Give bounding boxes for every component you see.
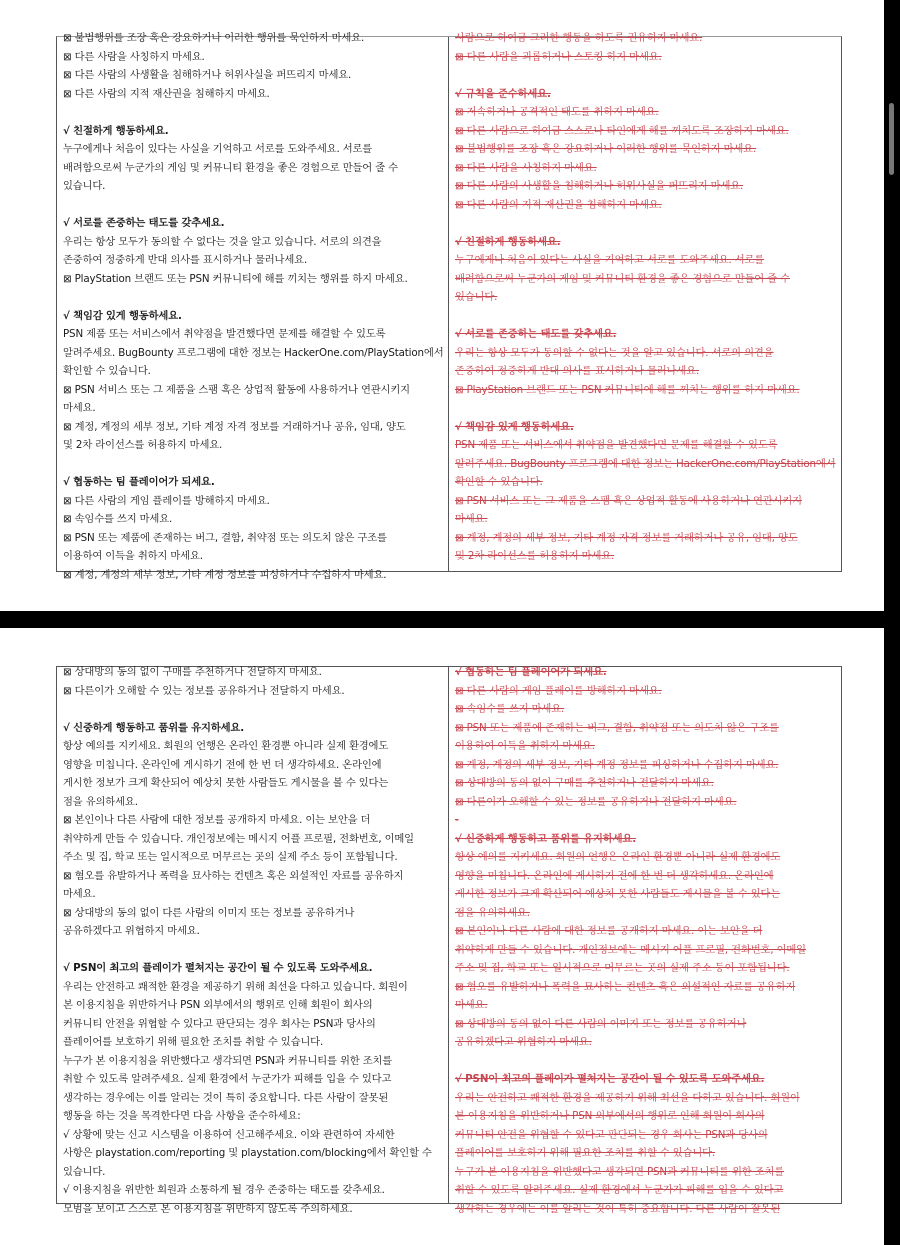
text-line: 있습니다. <box>63 180 106 192</box>
text-line <box>63 700 442 719</box>
section-heading: √ PSN이 최고의 플레이가 펼쳐지는 공간이 될 수 있도록 도와주세요. <box>63 962 373 974</box>
text-line: ⊠ 불법행위를 조장 혹은 강요하거나 이러한 행위를 묵인하지 마세요. <box>455 143 757 155</box>
text-line: ⊠ 계정, 계정의 세부 정보, 기타 계정 자격 정보를 거래하거나 공유, 임대, 양도 <box>455 531 798 544</box>
text-line: 및 2차 라이선스를 허용하지 마세요. <box>63 439 223 451</box>
text-line: ⊠ 계정, 계정의 세부 정보, 기타 계정 정보를 피싱하거나 수집하지 마세요. <box>455 758 779 771</box>
text-line <box>63 941 442 960</box>
text-line: 본 이용지침을 위반하거나 PSN 외부에서의 행위로 인해 회원이 회사의 <box>455 1110 765 1122</box>
section-heading: √ 서로를 존중하는 태도를 갖추세요. <box>455 328 617 340</box>
text-line: 본 이용지침을 위반하거나 PSN 외부에서의 행위로 인해 회원이 회사의 <box>63 999 373 1011</box>
text-line: ⊠ 혐오를 유발하거나 폭력을 묘사하는 컨텐츠 혹은 외설적인 자료를 공유하지 <box>455 980 796 993</box>
text-line: 및 2차 라이선스를 허용하지 마세요. <box>455 550 615 562</box>
text-line: 공유하겠다고 위협하지 마세요. <box>63 925 200 937</box>
text-line: 점을 유의하세요. <box>455 906 530 919</box>
text-line <box>455 307 835 326</box>
text-line: 영향을 미칩니다. 온라인에 게시하기 전에 한 번 더 생각하세요. 온라인에 <box>455 869 774 882</box>
text-line: 누구에게나 처음이 있다는 사실을 기억하고 서로를 도와주세요. 서로를 <box>455 254 765 266</box>
current-text-column <box>57 666 449 1215</box>
text-line: 마세요. <box>63 888 96 900</box>
text-line: 취할 수 있도록 알려주세요. 실제 환경에서 누군가가 피해를 입을 수 있다고 <box>63 1073 392 1085</box>
deleted-text-column <box>449 32 841 571</box>
text-line: ⊠ PSN 또는 제품에 존재하는 버그, 결함, 취약점 또는 의도치 않은 구조를 <box>455 721 779 734</box>
text-line: 공유하겠다고 위협하지 마세요. <box>455 1036 592 1048</box>
text-line: ⊠ PlayStation 브랜드 또는 PSN 커뮤니티에 해를 끼치는 행위를 하지 마세요. <box>455 383 800 396</box>
text-line: ⊠ PSN 서비스 또는 그 제품을 스팸 혹은 상업적 활동에 사용하거나 연관시키지 <box>63 383 410 396</box>
text-line: ⊠ 상대방의 동의 없이 다른 사람의 이미지 또는 정보를 공유하거나 <box>455 1017 747 1030</box>
text-line: ⊠ 다른이가 오해할 수 있는 정보를 공유하거나 전달하지 마세요. <box>63 684 345 697</box>
text-line <box>63 196 442 215</box>
text-line: 마세요. <box>63 402 96 414</box>
section-heading: √ 친절하게 행동하세요. <box>455 235 561 248</box>
text-line: ⊠ 다른 사람을 사칭하지 마세요. <box>455 161 597 174</box>
text-line <box>63 455 442 474</box>
text-line: 플레이어를 보호하기 위해 필요한 조치를 취할 수 있습니다. <box>455 1147 716 1159</box>
text-line: √ 이용지침을 위반한 회원과 소통하게 될 경우 존중하는 태도를 갖추세요. <box>63 1184 385 1196</box>
text-line: 알려주세요. BugBounty 프로그램에 대한 정보는 HackerOne.com/PlayStation에서 <box>455 457 836 470</box>
section-heading: √ 신중하게 행동하고 품위를 유지하세요. <box>455 832 636 845</box>
text-line <box>63 103 442 122</box>
text-line: 이용하여 이득을 취하지 마세요. <box>455 740 595 752</box>
section-heading: √ PSN이 최고의 플레이가 펼쳐지는 공간이 될 수 있도록 도와주세요. <box>455 1073 765 1085</box>
line-list <box>455 663 835 1218</box>
comparison-table <box>56 32 842 581</box>
text-line: 생각하는 경우에는 이를 알리는 것이 특히 중요합니다. 다른 사람이 잘못된 <box>63 1091 389 1104</box>
section-heading: √ 책임감 있게 행동하세요. <box>63 309 182 322</box>
section-heading: √ 협동하는 팀 플레이어가 되세요. <box>455 666 607 678</box>
text-line <box>455 214 835 233</box>
text-line: 누구에게나 처음이 있다는 사실을 기억하고 서로를 도와주세요. 서로를 <box>63 143 373 155</box>
text-line: 우리는 항상 모두가 동의할 수 없다는 것을 알고 있습니다. 서로의 의견을 <box>455 346 774 359</box>
text-line: 커뮤니티 안전을 위협할 수 있다고 판단되는 경우 회사는 PSN과 당사의 <box>455 1128 768 1141</box>
text-line: 행동을 하는 것을 목격한다면 다음 사항을 준수하세요: <box>63 1110 301 1122</box>
text-line: ⊠ 다른 사람을 괴롭히거나 스토킹 하지 마세요. <box>455 50 662 63</box>
text-line: 마세요. <box>455 513 488 525</box>
text-line: 배려함으로써 누군가의 게임 및 커뮤니티 환경을 좋은 경험으로 만들어 줄 수 <box>63 161 398 174</box>
text-line: 게시한 정보가 크게 확산되어 예상치 못한 사람들도 게시물을 볼 수 있다는 <box>63 777 389 789</box>
text-line <box>455 66 835 85</box>
text-line <box>455 399 835 418</box>
text-line: ⊠ 상대방의 동의 없이 구매를 추천하거나 전달하지 마세요. <box>455 777 714 789</box>
text-line: 취약하게 만들 수 있습니다. 개인정보에는 메시지 어플 프로필, 전화번호, 이메일 <box>455 943 806 956</box>
section-heading: √ 협동하는 팀 플레이어가 되세요. <box>63 476 215 488</box>
deleted-text-column <box>449 666 841 1215</box>
line-list <box>63 29 442 584</box>
text-line: 사항은 playstation.com/reporting 및 playstation.com/blocking에서 확인할 수 <box>63 1147 432 1159</box>
text-line: 모범을 보이고 스스로 본 이용지침을 위반하지 않도록 주의하세요. <box>63 1202 353 1215</box>
text-line: 배려함으로써 누군가의 게임 및 커뮤니티 환경을 좋은 경험으로 만들어 줄 수 <box>455 272 790 285</box>
text-line: ⊠ PlayStation 브랜드 또는 PSN 커뮤니티에 해를 끼치는 행위를 하지 마세요. <box>63 272 408 285</box>
text-line: ⊠ 저속하거나 공격적인 태도를 취하지 마세요. <box>455 106 659 118</box>
text-line: ⊠ 속임수를 쓰지 마세요. <box>63 513 173 525</box>
text-line: 이용하여 이득을 취하지 마세요. <box>63 550 203 562</box>
text-line: ⊠ 계정, 계정의 세부 정보, 기타 계정 자격 정보를 거래하거나 공유, 임대, 양도 <box>63 420 406 433</box>
document-page-2 <box>0 628 884 1245</box>
text-line: 플레이어를 보호하기 위해 필요한 조치를 취할 수 있습니다. <box>63 1036 324 1048</box>
text-line: 커뮤니티 안전을 위협할 수 있다고 판단되는 경우 회사는 PSN과 당사의 <box>63 1017 376 1030</box>
text-line: ⊠ 혐오를 유발하거나 폭력을 묘사하는 컨텐츠 혹은 외설적인 자료를 공유하지 <box>63 869 404 882</box>
section-heading: √ 규칙을 준수하세요. <box>455 87 551 100</box>
text-line: ⊠ 상대방의 동의 없이 다른 사람의 이미지 또는 정보를 공유하거나 <box>63 906 355 919</box>
text-line: 우리는 항상 모두가 동의할 수 없다는 것을 알고 있습니다. 서로의 의견을 <box>63 235 382 248</box>
section-heading: √ 서로를 존중하는 태도를 갖추세요. <box>63 217 225 229</box>
text-line: 존중하여 정중하게 반대 의사를 표시하거나 물러나세요. <box>455 365 700 377</box>
text-line: ⊠ 상대방의 동의 없이 구매를 추천하거나 전달하지 마세요. <box>63 666 322 678</box>
vertical-scrollbar[interactable] <box>884 0 900 1245</box>
text-line: ⊠ 본인이나 다른 사람에 대한 정보를 공개하지 마세요. 이는 보안을 더 <box>63 814 371 826</box>
comparison-table <box>56 666 842 1215</box>
text-line: 누구가 본 이용지침을 위반했다고 생각되면 PSN과 커뮤니티를 위한 조치를 <box>455 1165 785 1178</box>
text-line: ⊠ PSN 서비스 또는 그 제품을 스팸 혹은 상업적 활동에 사용하거나 연관시키지 <box>455 494 802 507</box>
text-line: 게시한 정보가 크게 확산되어 예상치 못한 사람들도 게시물을 볼 수 있다는 <box>455 888 781 900</box>
text-line: ⊠ 다른 사람의 게임 플레이를 방해하지 마세요. <box>63 494 270 507</box>
text-line: 취약하게 만들 수 있습니다. 개인정보에는 메시지 어플 프로필, 전화번호, 이메일 <box>63 832 414 845</box>
text-line: 항상 예의를 지키세요. 회원의 언행은 온라인 환경뿐 아니라 실제 환경에도 <box>63 740 389 752</box>
text-line: ⊠ 다른 사람의 게임 플레이를 방해하지 마세요. <box>455 684 662 697</box>
text-line: PSN 제품 또는 서비스에서 취약점을 발견했다면 문제를 해결할 수 있도록 <box>63 328 386 340</box>
text-line: 항상 예의를 지키세요. 회원의 언행은 온라인 환경뿐 아니라 실제 환경에도 <box>455 851 781 863</box>
text-line: √ 상황에 맞는 신고 시스템을 이용하여 신고해주세요. 이와 관련하여 자세한 <box>63 1128 395 1141</box>
line-list <box>63 663 442 1218</box>
text-line <box>63 288 442 307</box>
text-line: 영향을 미칩니다. 온라인에 게시하기 전에 한 번 더 생각하세요. 온라인에 <box>63 758 382 771</box>
text-line: 사람으로 하여금 그러한 행동을 하도록 권유하지 마세요. <box>455 32 703 44</box>
text-line: ⊠ 다른이가 오해할 수 있는 정보를 공유하거나 전달하지 마세요. <box>455 795 737 808</box>
text-line: ⊠ 본인이나 다른 사람에 대한 정보를 공개하지 마세요. 이는 보안을 더 <box>455 925 763 937</box>
section-heading: √ 신중하게 행동하고 품위를 유지하세요. <box>63 721 244 734</box>
text-line: 우리는 안전하고 쾌적한 환경을 제공하기 위해 최선을 다하고 있습니다. 회원이 <box>63 980 408 993</box>
text-line: - <box>455 814 459 826</box>
text-line: 취할 수 있도록 알려주세요. 실제 환경에서 누군가가 피해를 입을 수 있다고 <box>455 1184 784 1196</box>
document-page-1 <box>0 0 884 611</box>
text-line: 있습니다. <box>63 1165 106 1178</box>
scrollbar-thumb[interactable] <box>889 103 894 175</box>
text-line: 우리는 안전하고 쾌적한 환경을 제공하기 위해 최선을 다하고 있습니다. 회원이 <box>455 1091 800 1104</box>
text-line: PSN 제품 또는 서비스에서 취약점을 발견했다면 문제를 해결할 수 있도록 <box>455 439 778 451</box>
text-line: 알려주세요. BugBounty 프로그램에 대한 정보는 HackerOne.com/PlayStation에서 <box>63 346 444 359</box>
text-line: ⊠ 다른 사람의 사생활을 침해하거나 허위사실을 퍼뜨리지 마세요. <box>455 180 744 192</box>
text-line: 마세요. <box>455 999 488 1011</box>
text-line: 누구가 본 이용지침을 위반했다고 생각되면 PSN과 커뮤니티를 위한 조치를 <box>63 1054 393 1067</box>
text-line: ⊠ 다른 사람의 지적 재산권을 침해하지 마세요. <box>455 198 662 211</box>
text-line: 존중하여 정중하게 반대 의사를 표시하거나 물러나세요. <box>63 254 308 266</box>
text-line: 주소 및 집, 학교 또는 일시적으로 머무르는 곳의 실제 주소 등이 포함됩니다. <box>63 851 398 863</box>
text-line: ⊠ 다른 사람으로 하여금 스스로나 타인에게 해를 끼치도록 조장하지 마세요. <box>455 124 789 137</box>
text-line: 있습니다. <box>455 291 498 303</box>
text-line: ⊠ 다른 사람의 지적 재산권을 침해하지 마세요. <box>63 87 270 100</box>
line-list <box>455 29 835 566</box>
text-line: ⊠ 속임수를 쓰지 마세요. <box>455 703 565 715</box>
text-line: ⊠ PSN 또는 제품에 존재하는 버그, 결함, 취약점 또는 의도치 않은 구조를 <box>63 531 387 544</box>
text-line <box>455 1052 835 1071</box>
text-line: 주소 및 집, 학교 또는 일시적으로 머무르는 곳의 실제 주소 등이 포함됩니다. <box>455 962 790 974</box>
text-line: ⊠ 다른 사람을 사칭하지 마세요. <box>63 50 205 63</box>
text-line: ⊠ 다른 사람의 사생활을 침해하거나 허위사실을 퍼뜨리지 마세요. <box>63 69 352 81</box>
section-heading: √ 친절하게 행동하세요. <box>63 124 169 137</box>
text-line: 확인할 수 있습니다. <box>63 365 151 377</box>
text-line: 점을 유의하세요. <box>63 795 138 808</box>
text-line: ⊠ 불법행위를 조장 혹은 강요하거나 이러한 행위를 묵인하지 마세요. <box>63 32 365 44</box>
text-line: 확인할 수 있습니다. <box>455 476 543 488</box>
text-line: 생각하는 경우에는 이를 알리는 것이 특히 중요합니다. 다른 사람이 잘못된 <box>455 1202 781 1215</box>
text-line: ⊠ 계정, 계정의 세부 정보, 기타 계정 정보를 피싱하거나 수집하지 마세요. <box>63 568 387 581</box>
section-heading: √ 책임감 있게 행동하세요. <box>455 420 574 433</box>
current-text-column <box>57 32 449 581</box>
